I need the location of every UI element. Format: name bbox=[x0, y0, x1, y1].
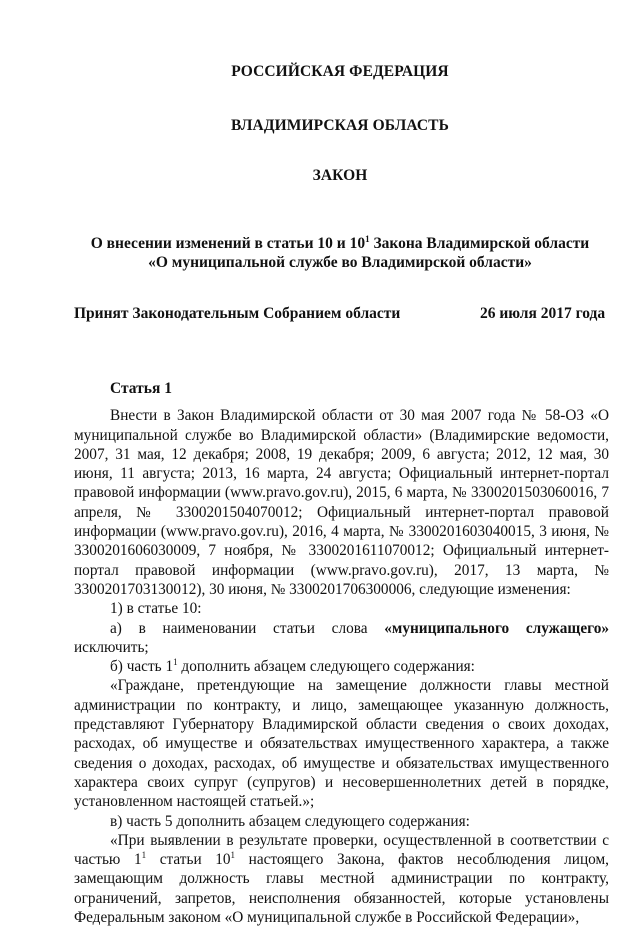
law-title-superscript: 1 bbox=[365, 234, 370, 244]
law-title-part-a: О внесении изменений в статьи 10 и 10 bbox=[90, 235, 366, 252]
item-a-bold-phrase: «муниципального служащего» bbox=[384, 619, 609, 637]
quote2-superscript-1: 1 bbox=[141, 850, 147, 861]
quote2-text-pre: «При выявлении в результате проверки, осуществленной в соответствии с частью 1 bbox=[74, 831, 609, 869]
item-b-text-post: дополнить абзацем следующего содержания: bbox=[177, 658, 475, 676]
amendment-item-1: 1) в статье 10: bbox=[110, 600, 202, 618]
quote2-superscript-2: 1 bbox=[230, 850, 236, 861]
quote2-text-mid: статьи 10 bbox=[146, 851, 231, 869]
item-b-text-pre: б) часть 1 bbox=[110, 658, 174, 676]
region-heading: ВЛАДИМИРСКАЯ ОБЛАСТЬ bbox=[231, 117, 449, 134]
item-b-superscript: 1 bbox=[173, 657, 178, 668]
adopted-by-text: Принят Законодательным Собранием области bbox=[74, 305, 401, 322]
article-intro-paragraph: Внести в Закон Владимирской области от 30 мая 2007 года № 58-ОЗ «О муниципальной службе во Владимирской области» (Владимирские ведомости, 2007, 31 мая, 12 декабря; 2008, 19 декабря; 2009, 6 августа; 2012, 12 мая, 30 июня, 11 августа; 2013, 16 марта, 24 августа; Официальный интернет-портал правовой информации (www.pravo.gov.ru), 2015, 6 марта, № 3300201503060016, 7 апреля, № 3300201504070012; Официальный интернет-портал правовой информации (www.pravo.gov.ru), 2016, 4 марта, № 3300201603040015, 3 июня, № 3300201606030009, 7 ноября, № 3300201611070012; Официальный интернет-портал правовой информации (www.pravo.gov.ru), 2017, 13 марта, № 3300201703130012), 30 июня, № 3300201706300006, следующие изменения: bbox=[74, 407, 609, 598]
law-title-part-b: Закона Владимирской области bbox=[369, 235, 590, 252]
quoted-paragraph-1: «Граждане, претендующие на замещение должности главы местной администрации по контракту, и лицо, замещающее указанную должность, представляют Губернатору Владимирской области сведения о своих доходах, расходах, об имуществе и обязательствах имущественного характера, а также сведения о доходах, расходах, об имуществе и обязательствах имущественного характера своих супруг (супругов) и несовершеннолетних детей в порядке, установленном настоящей статьей.»; bbox=[74, 677, 609, 811]
quoted-paragraph-2 bbox=[74, 831, 609, 927]
article-heading: Статья 1 bbox=[110, 380, 172, 397]
adoption-date: 26 июля 2017 года bbox=[480, 305, 606, 322]
law-title-line-1 bbox=[20, 234, 640, 253]
law-title-line-2: «О муниципальной службе во Владимирской области» bbox=[148, 254, 532, 271]
amendment-item-a bbox=[74, 619, 609, 658]
amendment-item-b bbox=[74, 657, 609, 676]
country-heading: РОССИЙСКАЯ ФЕДЕРАЦИЯ bbox=[231, 63, 449, 80]
quote2-text-post: настоящего Закона, фактов несоблюдения лицом, замещающим должность главы местной администрации по контракту, ограничений, запретов, неисполнения обязанностей, которые установлены Федеральным законом «О муниципальной службе в Российской Федерации», bbox=[74, 851, 609, 927]
article-body bbox=[74, 387, 609, 927]
item-a-text-post: исключить; bbox=[74, 638, 149, 656]
document-type-heading: ЗАКОН bbox=[312, 167, 368, 184]
item-a-text-pre: а) в наименовании статьи слова bbox=[110, 619, 385, 637]
amendment-item-v: в) часть 5 дополнить абзацем следующего содержания: bbox=[110, 812, 470, 830]
